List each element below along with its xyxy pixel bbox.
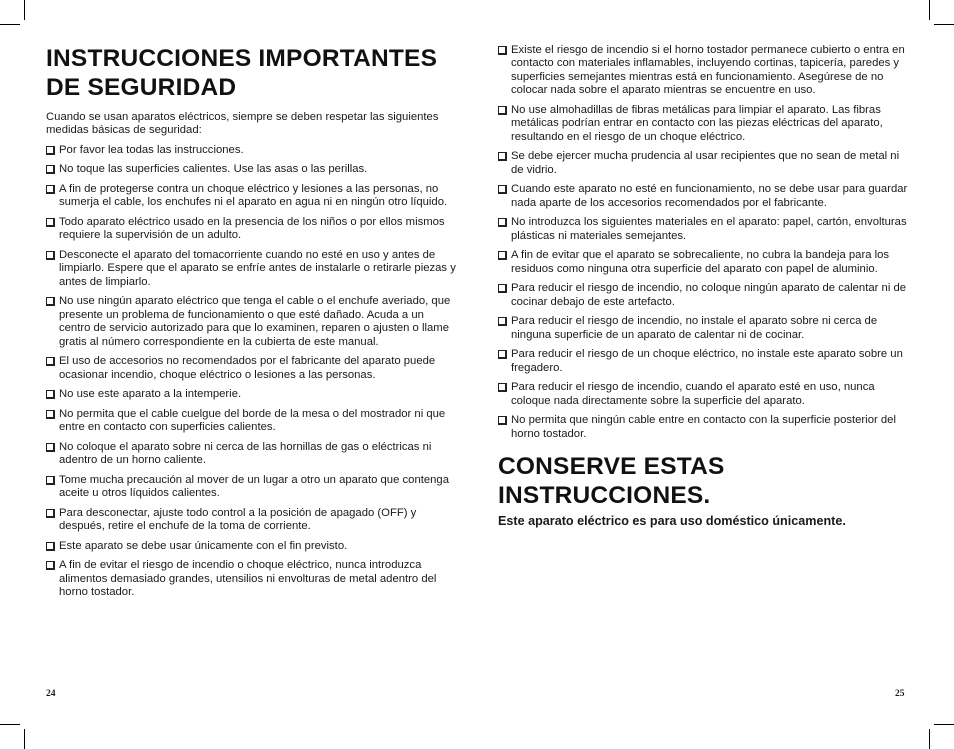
crop-mark xyxy=(0,724,20,725)
list-item xyxy=(46,163,458,176)
crop-mark xyxy=(934,724,954,725)
checkbox-bullet-icon xyxy=(498,46,507,55)
list-item xyxy=(498,104,914,144)
checkbox-bullet-icon xyxy=(46,218,55,227)
list-item-text: No introduzca los siguientes materiales en el aparato: papel, cartón, envolturas plásticas ni materiales semejantes. xyxy=(511,216,907,242)
checkbox-bullet-icon xyxy=(498,185,507,194)
list-item-text: No toque las superficies calientes. Use las asas o las perillas. xyxy=(59,163,368,176)
checkbox-bullet-icon xyxy=(498,251,507,260)
list-item xyxy=(498,183,914,210)
subtitle: Este aparato eléctrico es para uso doméstico únicamente. xyxy=(498,514,846,529)
checkbox-bullet-icon xyxy=(46,390,55,399)
list-item xyxy=(46,507,458,534)
list-item-text: No use almohadillas de fibras metálicas para limpiar el aparato. Las fibras metálicas podrían entrar en contacto con las piezas eléctricas del aparato, resultando en el riesgo de un choque eléctrico. xyxy=(511,103,883,143)
list-item-text: Desconecte el aparato del tomacorriente cuando no esté en uso y antes de limpiarlo. Espere que el aparato se enfríe antes de instalarle o retirarle piezas y antes de limpiarlo. xyxy=(59,249,456,288)
conserve-title: CONSERVE ESTAS INSTRUCCIONES. xyxy=(498,453,725,510)
list-item-text: Se debe ejercer mucha prudencia al usar recipientes que no sean de metal ni de vidrio. xyxy=(511,150,900,176)
list-item-text: Para reducir el riesgo de incendio, cuando el aparato esté en uso, nunca coloque nada directamente sobre la superficie del aparato. xyxy=(511,381,875,407)
safety-list xyxy=(498,44,914,441)
list-item-text: No use este aparato a la intemperie. xyxy=(59,388,242,401)
list-item xyxy=(46,355,458,382)
checkbox-bullet-icon xyxy=(46,146,55,155)
list-item xyxy=(46,388,458,401)
list-item-text: No permita que ningún cable entre en contacto con la superficie posterior del horno tostador. xyxy=(511,414,896,440)
checkbox-bullet-icon xyxy=(46,561,55,570)
list-item xyxy=(46,408,458,435)
list-item xyxy=(46,249,458,289)
list-item-text: No use ningún aparato eléctrico que tenga el cable o el enchufe averiado, que presente un problema de funcionamiento o que esté dañado. Acuda a un centro de servicio autorizado para que lo examinen, reparen o ajusten o llame gratis al número correspondiente en la cubierta de este manual. xyxy=(59,295,451,348)
checkbox-bullet-icon xyxy=(46,297,55,306)
right-page xyxy=(498,44,914,529)
list-item xyxy=(498,249,914,276)
checkbox-bullet-icon xyxy=(46,185,55,194)
page-number: 24 xyxy=(46,689,56,699)
left-page xyxy=(46,44,458,606)
checkbox-bullet-icon xyxy=(46,357,55,366)
checkbox-bullet-icon xyxy=(46,443,55,452)
list-item xyxy=(46,295,458,349)
list-item-text: Este aparato se debe usar únicamente con el fin previsto. xyxy=(59,539,348,552)
crop-mark xyxy=(0,24,20,25)
checkbox-bullet-icon xyxy=(46,509,55,518)
list-item-text: A fin de evitar el riesgo de incendio o choque eléctrico, nunca introduzca alimentos demasiado grandes, utensilios ni envolturas de metal adentro del horno tostador. xyxy=(59,559,437,599)
list-item-text: Tome mucha precaución al mover de un lugar a otro un aparato que contenga aceite u otros líquidos calientes. xyxy=(59,473,449,500)
page-title: INSTRUCCIONES IMPORTANTES DE SEGURIDAD xyxy=(46,45,438,101)
list-item-text: Para reducir el riesgo de un choque eléctrico, no instale este aparato sobre un fregadero. xyxy=(511,348,903,374)
checkbox-bullet-icon xyxy=(46,542,55,551)
list-item-text: Por favor lea todas las instrucciones. xyxy=(59,143,244,156)
list-item xyxy=(498,150,914,177)
list-item-text: A fin de evitar que el aparato se sobrecaliente, no cubra la bandeja para los residuos como ninguna otra superficie del aparato con papel de aluminio. xyxy=(511,249,890,275)
crop-mark xyxy=(24,0,25,20)
list-item xyxy=(498,44,914,98)
checkbox-bullet-icon xyxy=(498,218,507,227)
crop-mark xyxy=(929,0,930,20)
crop-mark xyxy=(929,729,930,749)
list-item-text: Todo aparato eléctrico usado en la presencia de los niños o por ellos mismos requiere la supervisión de un adulto. xyxy=(59,216,445,242)
list-item xyxy=(46,144,458,157)
list-item-text: No coloque el aparato sobre ni cerca de las hornillas de gas o eléctricas ni adentro de un horno caliente. xyxy=(59,440,432,467)
checkbox-bullet-icon xyxy=(46,165,55,174)
list-item xyxy=(46,559,458,599)
safety-list xyxy=(46,144,458,600)
checkbox-bullet-icon xyxy=(498,350,507,359)
list-item xyxy=(498,348,914,375)
list-item-text: Para reducir el riesgo de incendio, no instale el aparato sobre ni cerca de ninguna superficie de un aparato de calentar ni de cocinar. xyxy=(511,315,878,341)
list-item xyxy=(498,414,914,441)
checkbox-bullet-icon xyxy=(46,251,55,260)
checkbox-bullet-icon xyxy=(498,317,507,326)
checkbox-bullet-icon xyxy=(498,152,507,161)
list-item xyxy=(498,282,914,309)
list-item-text: No permita que el cable cuelgue del borde de la mesa o del mostrador ni que entre en contacto con superficies calientes. xyxy=(59,407,446,434)
crop-mark xyxy=(24,729,25,749)
list-item-text: Para reducir el riesgo de incendio, no coloque ningún aparato de calentar ni de cocinar debajo de este artefacto. xyxy=(511,282,907,308)
list-item-text: El uso de accesorios no recomendados por el fabricante del aparato puede ocasionar incendio, choque eléctrico o lesiones a las personas. xyxy=(59,355,436,381)
list-item xyxy=(46,474,458,501)
page-number: 25 xyxy=(895,689,905,699)
crop-mark xyxy=(934,24,954,25)
list-item xyxy=(46,441,458,468)
list-item xyxy=(46,540,458,553)
checkbox-bullet-icon xyxy=(498,416,507,425)
list-item xyxy=(498,216,914,243)
checkbox-bullet-icon xyxy=(498,284,507,293)
checkbox-bullet-icon xyxy=(46,410,55,419)
list-item-text: A fin de protegerse contra un choque eléctrico y lesiones a las personas, no sumerja el cable, los enchufes ni el aparato en agua ni en ningún otro líquido. xyxy=(59,183,448,209)
list-item xyxy=(498,315,914,342)
intro-text: Cuando se usan aparatos eléctricos, siempre se deben respetar las siguientes medidas básicas de seguridad: xyxy=(46,111,439,137)
checkbox-bullet-icon xyxy=(498,106,507,115)
list-item xyxy=(46,183,458,210)
checkbox-bullet-icon xyxy=(46,476,55,485)
list-item-text: Existe el riesgo de incendio si el horno tostador permanece cubierto o entra en contacto con materiales inflamables, incluyendo cortinas, tapicería, paredes y superficies semejantes mientras está en funcionamiento. Asegúrese de no colocar nada sobre el aparato mientras se encuentre en uso. xyxy=(511,44,905,97)
list-item-text: Para desconectar, ajuste todo control a la posición de apagado (OFF) y después, retire el enchufe de la toma de corriente. xyxy=(59,506,417,533)
list-item xyxy=(498,381,914,408)
checkbox-bullet-icon xyxy=(498,383,507,392)
list-item-text: Cuando este aparato no esté en funcionamiento, no se debe usar para guardar nada aparte de los accesorios recomendados por el fabricante. xyxy=(511,183,908,209)
list-item xyxy=(46,216,458,243)
